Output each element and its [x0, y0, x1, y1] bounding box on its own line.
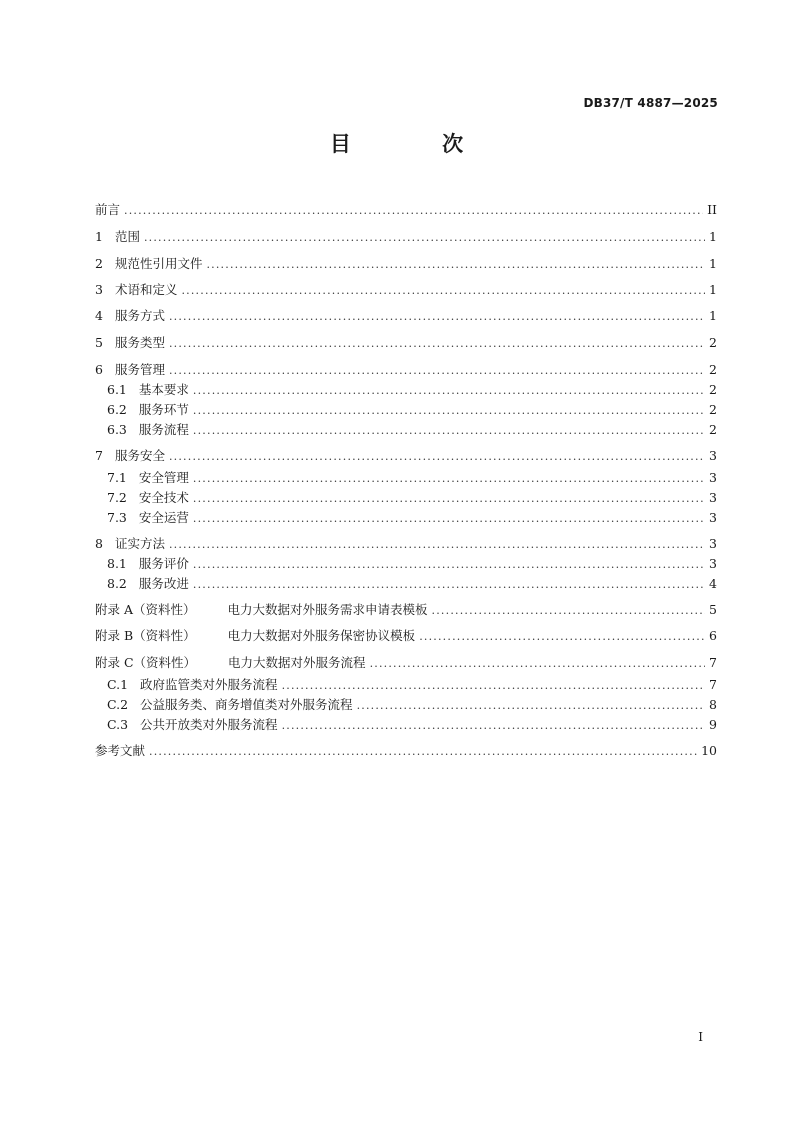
- toc-entry-number: 6.3: [107, 422, 127, 437]
- toc-dot-leader: [419, 627, 705, 647]
- toc-dot-leader: [282, 676, 705, 696]
- toc-dot-leader: [193, 509, 705, 529]
- toc-entry[interactable]: [95, 400, 717, 420]
- toc-title: 目 次: [329, 132, 506, 156]
- toc-entry-page: 2: [709, 382, 717, 397]
- toc-entry[interactable]: [95, 380, 717, 400]
- toc-entry-number: 7.2: [107, 490, 127, 505]
- toc-entry[interactable]: [95, 227, 717, 247]
- toc-entry-page: 1: [709, 229, 717, 244]
- toc-dot-leader: [206, 255, 705, 275]
- toc-dot-leader: [193, 401, 705, 421]
- toc-entry-label: 安全技术: [138, 490, 189, 505]
- toc-entry-number: 6: [95, 362, 103, 377]
- toc-entry[interactable]: [95, 695, 717, 715]
- toc-entry[interactable]: [95, 446, 717, 466]
- toc-entry-page: 5: [709, 602, 717, 617]
- toc-entry-number: 3: [95, 282, 103, 297]
- toc-entry-label: 服务环节: [138, 402, 189, 417]
- toc-entry-page: 4: [709, 576, 717, 591]
- toc-entry-page: 9: [709, 717, 717, 732]
- toc-dot-leader: [181, 281, 705, 301]
- toc-entry-label: 前言: [95, 202, 121, 217]
- toc-entry-page: 6: [709, 628, 717, 643]
- toc-entry-label: 服务方式: [114, 308, 165, 323]
- toc-entry-number: 8.1: [107, 556, 127, 571]
- toc-entry-label: 服务改进: [138, 576, 189, 591]
- toc-entry-label: 安全运营: [138, 510, 189, 525]
- toc-entry-page: 1: [709, 282, 717, 297]
- page-number: I: [698, 1030, 703, 1044]
- toc-entry-page: 2: [709, 335, 717, 350]
- toc-entry-number: 8: [95, 536, 103, 551]
- toc-entry[interactable]: [95, 333, 717, 353]
- toc-entry-label: 电力大数据对外服务流程: [228, 655, 366, 670]
- toc-entry-number: C.3: [107, 717, 129, 732]
- toc-entry-number: 8.2: [107, 576, 127, 591]
- toc-entry-number: 附录 A（资料性）: [95, 602, 196, 617]
- toc-dot-leader: [193, 469, 705, 489]
- toc-entry[interactable]: [95, 741, 717, 761]
- toc-dot-leader: [193, 555, 705, 575]
- toc-entry-page: 8: [709, 697, 717, 712]
- toc-dot-leader: [193, 381, 705, 401]
- toc-entry[interactable]: [95, 488, 717, 508]
- toc-entry-number: 6.1: [107, 382, 127, 397]
- toc-entry[interactable]: [95, 675, 717, 695]
- toc-dot-leader: [149, 742, 697, 762]
- toc-entry[interactable]: [95, 200, 717, 220]
- toc-entry[interactable]: [95, 360, 717, 380]
- toc-entry[interactable]: [95, 254, 717, 274]
- toc-entry-page: 3: [709, 536, 717, 551]
- toc-entry-page: 3: [709, 510, 717, 525]
- toc-entry-page: 2: [709, 402, 717, 417]
- toc-entry-page: 7: [709, 677, 717, 692]
- toc-entry-number: 4: [95, 308, 103, 323]
- toc-dot-leader: [357, 696, 705, 716]
- toc-entry[interactable]: [95, 306, 717, 326]
- toc-entry-page: 3: [709, 448, 717, 463]
- toc-entry-label: 服务类型: [114, 335, 165, 350]
- toc-entry[interactable]: [95, 574, 717, 594]
- toc-entry-label: 安全管理: [138, 470, 189, 485]
- toc-dot-leader: [169, 535, 705, 555]
- toc-entry-number: 7: [95, 448, 103, 463]
- toc-entry-number: 附录 B（资料性）: [95, 628, 196, 643]
- toc-entry-number: 7.3: [107, 510, 127, 525]
- toc-entry-label: 服务评价: [138, 556, 189, 571]
- toc-entry[interactable]: [95, 626, 717, 646]
- toc-entry-label: 证实方法: [114, 536, 165, 551]
- toc-entry-label: 服务安全: [114, 448, 165, 463]
- toc-entry[interactable]: [95, 420, 717, 440]
- toc-entry-page: II: [707, 202, 717, 217]
- toc-entry-label: 电力大数据对外服务需求申请表模板: [227, 602, 428, 617]
- toc-entry-page: 7: [709, 655, 717, 670]
- toc-dot-leader: [169, 361, 705, 381]
- toc-entry-label: 基本要求: [138, 382, 189, 397]
- toc-entry[interactable]: [95, 508, 717, 528]
- toc-entry-number: 6.2: [107, 402, 127, 417]
- toc-entry-page: 3: [709, 490, 717, 505]
- toc-entry-label: 服务流程: [138, 422, 189, 437]
- toc-entry-label: 公共开放类对外服务流程: [140, 717, 278, 732]
- toc-entry-page: 3: [709, 556, 717, 571]
- toc-entry-page: 2: [709, 362, 717, 377]
- toc-entry-label: 参考文献: [95, 743, 146, 758]
- document-code: DB37/T 4887—2025: [583, 96, 718, 110]
- toc-dot-leader: [193, 421, 705, 441]
- toc-dot-leader: [144, 228, 705, 248]
- toc-dot-leader: [169, 334, 705, 354]
- toc-entry-page: 1: [709, 308, 717, 323]
- toc-entry-number: 附录 C（资料性）: [95, 655, 197, 670]
- toc-entry-page: 3: [709, 470, 717, 485]
- toc-dot-leader: [169, 307, 705, 327]
- toc-entry[interactable]: [95, 280, 717, 300]
- toc-entry-page: 2: [709, 422, 717, 437]
- toc-entry[interactable]: [95, 534, 717, 554]
- toc-entry-page: 10: [701, 743, 717, 758]
- toc-dot-leader: [193, 575, 705, 595]
- toc-dot-leader: [169, 447, 705, 467]
- toc-entry-label: 公益服务类、商务增值类对外服务流程: [140, 697, 353, 712]
- toc-entry-label: 规范性引用文件: [114, 256, 203, 271]
- toc-dot-leader: [370, 654, 705, 674]
- toc-entry-label: 政府监管类对外服务流程: [140, 677, 278, 692]
- toc-entry[interactable]: [95, 600, 717, 620]
- toc-entry-page: 1: [709, 256, 717, 271]
- toc-entry-number: 2: [95, 256, 103, 271]
- toc-entry-number: C.2: [107, 697, 129, 712]
- toc-entry[interactable]: [95, 554, 717, 574]
- toc-entry-label: 服务管理: [114, 362, 165, 377]
- toc-dot-leader: [124, 201, 703, 221]
- toc-entry-number: 5: [95, 335, 103, 350]
- toc-entry[interactable]: [95, 715, 717, 735]
- toc-entry-label: 术语和定义: [114, 282, 178, 297]
- toc-dot-leader: [193, 489, 705, 509]
- toc-dot-leader: [282, 716, 705, 736]
- toc-entry-label: 范围: [114, 229, 140, 244]
- toc-entry-number: 1: [95, 229, 103, 244]
- toc-entry-label: 电力大数据对外服务保密协议模板: [227, 628, 416, 643]
- toc-dot-leader: [432, 601, 705, 621]
- toc-entry-number: C.1: [107, 677, 129, 692]
- toc-entry[interactable]: [95, 653, 717, 673]
- toc-entry-number: 7.1: [107, 470, 127, 485]
- toc-entry[interactable]: [95, 468, 717, 488]
